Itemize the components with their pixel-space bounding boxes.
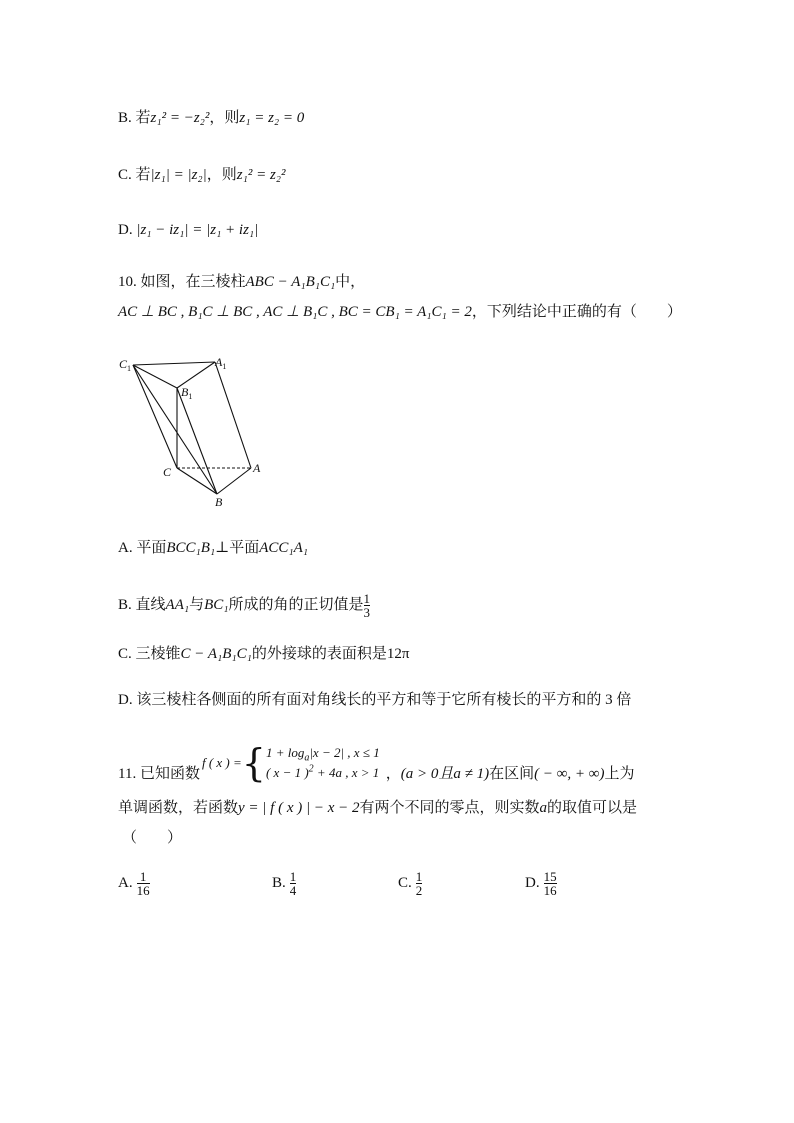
math-expr: AC ⊥ BC , B₁C ⊥ BC , AC ⊥ B₁C , BC = CB₁ = A₁C₁ = 2: [118, 304, 472, 320]
q10-stem-line2: AC ⊥ BC , B₁C ⊥ BC , AC ⊥ B₁C , BC = CB₁ = A₁C₁ = 2，下列结论中正确的有（ ）: [118, 304, 682, 320]
option-label: C.: [118, 167, 132, 183]
question-number: 10.: [118, 274, 137, 290]
function-name: f ( x ) =: [201, 755, 242, 770]
math-expr: ACC₁A₁: [259, 540, 309, 556]
q11-option-d: [525, 870, 557, 897]
piece-2: ( x − 1 )$^2$ + 4a , x > 1: [265, 763, 380, 780]
q10-option-d: D. 该三棱柱各侧面的所有面对角线长的平方和等于它所有棱长的平方和的 3 倍: [118, 692, 632, 708]
math-expr: C − A₁B₁C₁: [180, 646, 252, 662]
vertex-label-c: C: [163, 465, 172, 479]
fraction: $\frac{1}{16}$: [136, 869, 150, 898]
math-expr: z₁² = −z₂²: [150, 110, 210, 126]
piece-1: $1 + \log_a|x - 2|$ , x ≤ 1: [265, 745, 380, 764]
piecewise-function: [266, 743, 380, 783]
vertex-label-c1: $C_1$: [119, 357, 132, 373]
math-expr: BC₁: [204, 596, 229, 613]
q10-option-b: B. 直线AA₁与BC₁所成的角的正切值是 $\frac{1}{3}$: [118, 591, 370, 620]
q10-option-c: C. 三棱锥C − A₁B₁C₁的外接球的表面积是12π: [118, 646, 410, 662]
q9-option-b: B. 若z₁² = −z₂²，则z₁ = z₂ = 0: [118, 110, 305, 126]
option-label: B.: [272, 875, 286, 891]
q11-option-a: [118, 870, 150, 897]
option-label: D.: [118, 222, 133, 238]
math-expr: AA₁: [165, 596, 190, 613]
math-expr: (a > 0且a ≠ 1): [400, 766, 490, 782]
math-expr: z₁ = z₂ = 0: [239, 110, 305, 126]
answer-blank: （ ）: [122, 830, 183, 846]
math-expr: y = | f ( x ) | − x − 2: [238, 800, 360, 816]
q9-option-c: C. 若|z₁| = |z₂|，则z₁² = z₂²: [118, 167, 286, 183]
math-expr: ( − ∞, + ∞): [534, 766, 605, 782]
vertex-label-b1: $B_1$: [181, 385, 193, 401]
option-label: D.: [525, 875, 540, 891]
q9-option-d: [118, 220, 258, 240]
math-expr: ABC − A₁B₁C₁: [245, 274, 336, 290]
math-expr: BCC₁B₁: [166, 540, 216, 556]
q11-stem-line1: 11. 已知函数 f ( x ) = { $1 + \log_a|x - 2|$ , x ≤ 1 ( x − 1 )$^2$ + 4a , x > 1 ， (a > 0且a ≠ 1) 在区间 ( − ∞, + ∞) 上为: [118, 741, 635, 785]
prism-figure: [115, 350, 275, 510]
q11-option-b: [272, 870, 296, 897]
vertex-label-b: B: [215, 495, 223, 509]
option-label: C.: [398, 875, 412, 891]
q10-stem-line1: 10. 如图，在三棱柱ABC − A₁B₁C₁中，: [118, 274, 366, 290]
vertex-label-a: A: [253, 461, 261, 475]
vertex-label-a1: $A_1$: [215, 355, 227, 371]
left-brace: {: [241, 741, 266, 785]
option-label: D.: [118, 692, 133, 708]
math-expr: |z₁| = |z₂|: [150, 167, 207, 183]
option-label: A.: [118, 875, 133, 891]
q11-option-c: [398, 870, 422, 897]
option-label: B.: [118, 596, 132, 613]
math-expr: a: [539, 800, 548, 816]
math-expr: 12π: [386, 646, 410, 662]
q11-stem-line2: 单调函数，若函数y = | f ( x ) | − x − 2有两个不同的零点，则实数a的取值可以是: [118, 800, 638, 816]
fraction: $\frac{1}{3}$: [363, 591, 370, 620]
fraction: $\frac{1}{4}$: [289, 869, 297, 898]
q10-option-a: A. 平面BCC₁B₁⊥平面ACC₁A₁: [118, 540, 309, 556]
fraction: $\frac{15}{16}$: [543, 869, 557, 898]
fraction: $\frac{1}{2}$: [415, 869, 423, 898]
question-number: 11.: [118, 766, 137, 782]
option-label: C.: [118, 646, 132, 662]
math-expr: z₁² = z₂²: [236, 167, 286, 183]
option-label: A.: [118, 540, 133, 556]
math-expr: |z₁ − iz₁| = |z₁ + iz₁|: [136, 222, 259, 238]
option-label: B.: [118, 110, 132, 126]
